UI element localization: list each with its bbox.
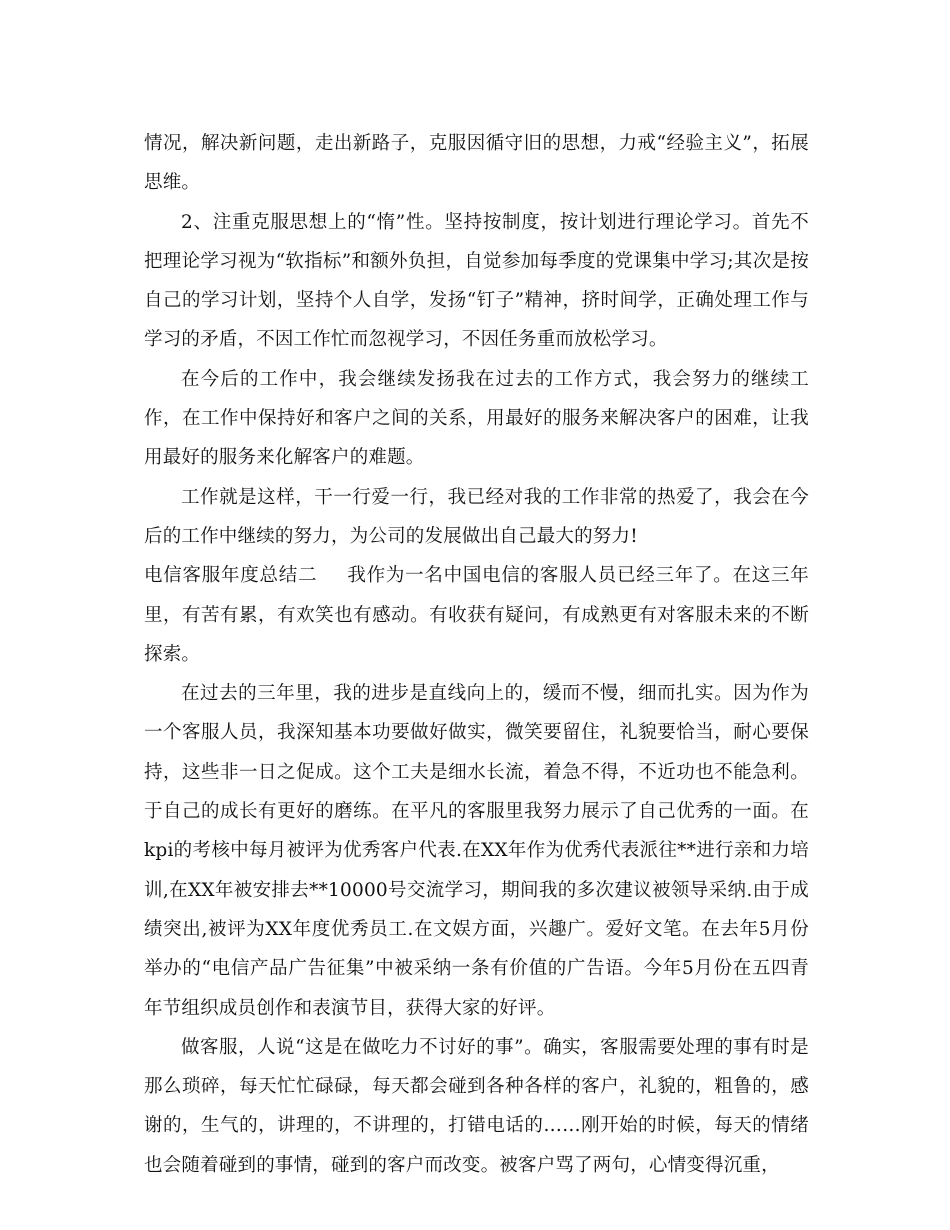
section-paragraph — [144, 556, 809, 674]
document-body — [144, 124, 809, 1185]
section-heading: 电信客服年度总结二 — [144, 565, 318, 587]
paragraph-continuation: 情况，解决新问题，走出新路子，克服因循守旧的思想，力戒“经验主义”，拓展思维。 — [144, 133, 809, 194]
section-first-text: 我作为一名中国电信的客服人员已经三年了。在这三年里，有苦有累，有欢笑也有感动。有收获有疑问，有成熟更有对客服未来的不断探索。 — [144, 565, 809, 665]
paragraph-progress: 在过去的三年里，我的进步是直线向上的，缓而不慢，细而扎实。因为作为一个客服人员，我深知基本功要做好做实，微笑要留住，礼貌要恰当，耐心要保持，这些非一日之促成。这个工夫是细水长流，着急不得，不近功也不能急利。于自己的成长有更好的磨练。在平凡的客服里我努力展示了自己优秀的一面。在kpi的考核中每月被评为优秀客户代表.在XX年作为优秀代表派往**进行亲和力培训,在XX年被安排去**10000号交流学习，期间我的多次建议被领导采纳.由于成绩突出,被评为XX年度优秀员工.在文娱方面，兴趣广。爱好文笔。在去年5月份举办的“电信产品广告征集”中被采纳一条有价值的广告语。今年5月份在五四青年节组织成员创作和表演节目，获得大家的好评。 — [144, 683, 809, 1019]
paragraph-customer-service: 做客服，人说“这是在做吃力不讨好的事”。确实，客服需要处理的事有时是那么琐碎，每天忙忙碌碌，每天都会碰到各种各样的客户，礼貌的，粗鲁的，感谢的，生气的，讲理的，不讲理的，打错电话的……刚开始的时候，每天的情绪也会随着碰到的事情，碰到的客户而改变。被客户骂了两句，心情变得沉重， — [144, 1036, 809, 1176]
paragraph-item-2: 2、注重克服思想上的“惰”性。坚持按制度，按计划进行理论学习。首先不把理论学习视为“软指标”和额外负担，自觉参加每季度的党课集中学习;其次是按自己的学习计划，坚持个人自学，发扬“钉子”精神，挤时间学，正确处理工作与学习的矛盾，不因工作忙而忽视学习，不因任务重而放松学习。 — [144, 211, 809, 351]
paragraph-future-work: 在今后的工作中，我会继续发扬我在过去的工作方式，我会努力的继续工作，在工作中保持好和客户之间的关系，用最好的服务来解决客户的困难，让我用最好的服务来化解客户的难题。 — [144, 368, 809, 469]
paragraph-conclusion: 工作就是这样，干一行爱一行，我已经对我的工作非常的热爱了，我会在今后的工作中继续的努力，为公司的发展做出自己最大的努力! — [144, 486, 809, 547]
